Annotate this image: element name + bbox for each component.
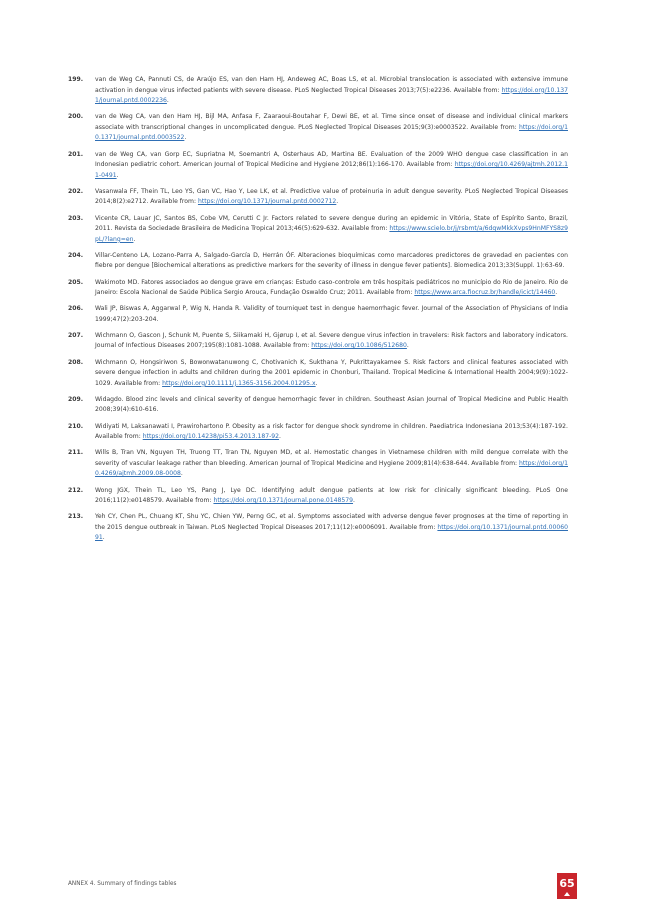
reference-item xyxy=(68,358,568,390)
reference-trailing: . xyxy=(184,134,187,142)
reference-trailing: . xyxy=(555,289,558,297)
reference-text: van de Weg CA, van den Ham HJ, Bijl MA, Anfasa F, Zaaraoui-Boutahar F, Dewi BE, et al. Time since onset of disease and individual clinical markers associate with transcriptional changes in uncomplicated dengue. PLoS Neglected Tropical Diseases 2015;9(3):e0003522. Available from: xyxy=(95,113,568,131)
reference-trailing: . xyxy=(315,379,318,387)
reference-link[interactable]: https://doi.org/10.1371/journal.pntd.0003522 xyxy=(95,123,568,142)
reference-text: Yeh CY, Chen PL, Chuang KT, Shu YC, Chien YW, Perng GC, et al. Symptoms associated with adverse dengue fever prognoses at the time of reporting in the 2015 dengue outbreak in Taiwan. PLoS Neglected Tropical Diseases 2017;11(12):e0006091. Available from: xyxy=(95,513,568,531)
reference-item xyxy=(68,448,568,480)
footer-section-title: ANNEX 4. Summary of findings tables xyxy=(68,880,177,887)
reference-text: Widiyati M, Laksanawati I, Prawirohartono P. Obesity as a risk factor for dengue shock syndrome in children. Paediatrica Indonesiana 2013;53(4):187-192. Available from: xyxy=(95,422,568,441)
reference-trailing: . xyxy=(180,470,183,478)
reference-number: 204. xyxy=(68,251,84,259)
reference-trailing: . xyxy=(336,198,339,206)
reference-number: 211. xyxy=(68,449,84,457)
reference-trailing: . xyxy=(279,433,281,441)
reference-text: Wichmann O, Hongsiriwon S, Bowonwatanuwong C, Chotivanich K, Sukthana Y, Pukrittayakamee S. Risk factors and clinical features associated with severe dengue infection in adults and children during the 2001 epidemic in Chonburi, Thailand. Tropical Medicine & International Health 2004;9(9):1022-1029. Available from: xyxy=(95,358,568,387)
reference-trailing: . xyxy=(102,534,105,542)
reference-item xyxy=(68,395,568,416)
reference-link[interactable]: https://doi.org/10.1371/journal.pone.0148579 xyxy=(213,497,354,505)
reference-trailing: . xyxy=(133,235,136,243)
reference-text: van de Weg CA, van Gorp EC, Supriatna M, Soemantri A, Osterhaus AD, Martina BE. Evaluation of the 2009 WHO dengue case classification in an Indonesian pediatric cohort. American Journal of Tropical Medicine and Hygiene 2012;86(1):166-170. Available from: xyxy=(95,150,568,169)
reference-item xyxy=(68,251,568,272)
reference-list xyxy=(68,75,568,549)
reference-link[interactable]: https://doi.org/10.1371/journal.pntd.0002712 xyxy=(197,198,337,206)
reference-item xyxy=(68,486,568,507)
reference-number: 212. xyxy=(68,486,84,494)
reference-item xyxy=(68,422,568,443)
reference-number: 202. xyxy=(68,187,84,195)
reference-number: 201. xyxy=(68,150,84,158)
reference-text: Wills B, Tran VN, Nguyen TH, Truong TT, Tran TN, Nguyen MD, et al. Hemostatic changes in Vietnamese children with mild dengue correlate with the severity of vascular leakage rather than bleeding. American Journal of Tropical Medicine and Hygiene 2009;81(4):638-644. Available from: xyxy=(95,449,568,467)
reference-number: 205. xyxy=(68,278,84,286)
reference-link[interactable]: https://doi.org/10.1371/journal.pntd.0002236 xyxy=(95,86,568,105)
reference-item xyxy=(68,512,568,544)
reference-link[interactable]: https://doi.org/10.1371/journal.pntd.0006091 xyxy=(95,523,568,542)
reference-link[interactable]: https://doi.org/10.1086/512680 xyxy=(311,342,407,350)
reference-text: Vicente CR, Lauar JC, Santos BS, Cobe VM, Cerutti C Jr. Factors related to severe dengue during an epidemic in Vitória, State of Espírito Santo, Brazil, 2011. Revista da Sociedade Brasileira de Medicina Tropical 2013;46(5):629-632. Available from: xyxy=(95,214,568,233)
reference-number: 208. xyxy=(68,358,84,366)
up-arrow-icon xyxy=(564,892,570,896)
reference-link[interactable]: https://doi.org/10.4269/ajtmh.2012.11-0491 xyxy=(95,161,568,179)
reference-number: 209. xyxy=(68,395,84,403)
reference-number: 199. xyxy=(68,76,84,83)
reference-text: Villar-Centeno LA, Lozano-Parra A, Salgado-García D, Herrán ÓF. Alteraciones bioquímicas como marcadores predictores de gravedad en pacientes con fiebre por dengue [Biochemical alterations as predictive markers for the severity of illness in dengue fever patients]. Biomedica 2013;33(Suppl. 1):63-69. xyxy=(95,251,568,270)
reference-link[interactable]: https://doi.org/10.1111/j.1365-3156.2004.01295.x xyxy=(162,379,316,387)
reference-item xyxy=(68,278,568,299)
reference-number: 200. xyxy=(68,113,84,121)
reference-item xyxy=(68,112,568,144)
reference-item xyxy=(68,150,568,182)
reference-number: 210. xyxy=(68,422,84,430)
reference-item xyxy=(68,214,568,246)
reference-item xyxy=(68,304,568,325)
reference-number: 206. xyxy=(68,305,84,313)
reference-number: 213. xyxy=(68,513,84,521)
reference-text: Wakimoto MD. Fatores associados ao dengue grave em crianças: Estudo caso-controle em três hospitais pediátricos no município do Rio de Janeiro. Rio de Janeiro: Escola Nacional de Saúde Pública Sergio Arouca, Fundação Oswaldo Cruz; 2011. Available from: xyxy=(95,278,568,297)
reference-trailing: . xyxy=(116,171,119,179)
reference-link[interactable]: https://doi.org/10.4269/ajtmh.2009.08-0008 xyxy=(95,459,568,478)
reference-link[interactable]: https://www.scielo.br/j/rsbmt/a/6dqwMkkXvps9HnMFYS8z9pL/?lang=en xyxy=(95,225,568,243)
reference-text: Widagdo. Blood zinc levels and clinical severity of dengue hemorrhagic fever in children. Southeast Asian Journal of Tropical Medicine and Public Health 2008;39(4):610-616. xyxy=(95,395,568,414)
reference-link[interactable]: https://www.arca.fiocruz.br/handle/icict/14460 xyxy=(414,289,556,297)
reference-item xyxy=(68,331,568,352)
reference-trailing: . xyxy=(406,342,409,350)
reference-text: Wali JP, Biswas A, Aggarwal P, Wig N, Handa R. Validity of tourniquet test in dengue haemorrhagic fever. Journal of the Association of Physicians of India 1999;47(2):203-204. xyxy=(95,305,568,323)
reference-item xyxy=(68,187,568,208)
page-number: 65 xyxy=(559,877,575,890)
reference-trailing: . xyxy=(166,97,169,105)
reference-link[interactable]: https://doi.org/10.14238/pi53.4.2013.187-92 xyxy=(142,433,280,441)
reference-number: 207. xyxy=(68,331,84,339)
reference-text: van de Weg CA, Pannuti CS, de Araújo ES, van den Ham HJ, Andeweg AC, Boas LS, et al. Microbial translocation is associated with extensive immune activation in dengue virus infected patients with severe disease. PLoS Neglected Tropical Diseases 2013;7(5):e2236. Available from: xyxy=(95,76,568,94)
reference-text: Wong JGX, Thein TL, Leo YS, Pang J, Lye DC. Identifying adult dengue patients at low risk for clinically significant bleeding. PLoS One 2016;11(2):e0148579. Available from: xyxy=(95,486,568,505)
reference-text: Vasanwala FF, Thein TL, Leo YS, Gan VC, Hao Y, Lee LK, et al. Predictive value of proteinuria in adult dengue severity. PLoS Neglected Tropical Diseases 2014;8(2):e2712. Available from: xyxy=(95,187,568,206)
reference-number: 203. xyxy=(68,214,84,222)
reference-item xyxy=(68,75,568,107)
reference-trailing: . xyxy=(353,497,355,505)
page-number-badge xyxy=(557,873,577,899)
reference-text: Wichmann O, Gascon J, Schunk M, Puente S, Siikamaki H, Gjørup I, et al. Severe dengue virus infection in travelers: Risk factors and laboratory indicators. Journal of Infectious Diseases 2007;195(8):1081-1088. Available from: xyxy=(95,331,568,350)
